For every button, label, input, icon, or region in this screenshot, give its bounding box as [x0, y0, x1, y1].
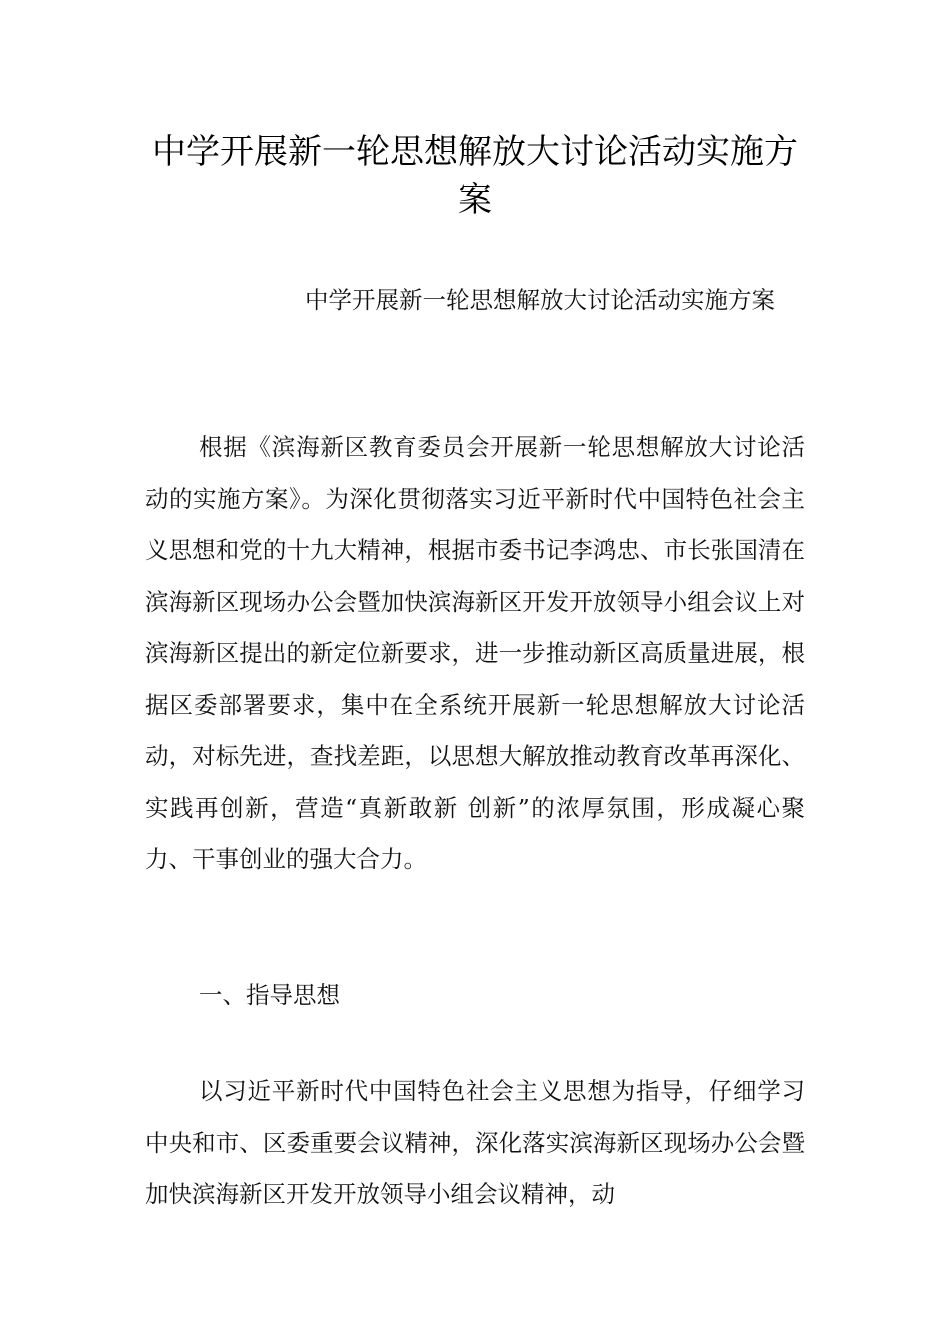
guiding-ideology-paragraph: 以习近平新时代中国特色社会主义思想为指导，仔细学习中央和市、区委重要会议精神，深化落实滨海新区现场办公会暨加快滨海新区开发开放领导小组会议精神，动	[145, 1077, 805, 1208]
section-heading-guiding-ideology: 一、指导思想	[199, 981, 340, 1009]
subtitle-paragraph: 中学开展新一轮思想解放大讨论活动实施方案	[305, 286, 775, 314]
intro-paragraph: 根据《滨海新区教育委员会开展新一轮思想解放大讨论活动的实施方案》。为深化贯彻落实习近平新时代中国特色社会主义思想和党的十九大精神，根据市委书记李鸿忠、市长张国清在滨海新区现场办公会暨加快滨海新区开发开放领导小组会议上对滨海新区提出的新定位新要求，进一步推动新区高质量进展，根据区委部署要求，集中在全系统开展新一轮思想解放大讨论活动，对标先进，查找差距，以思想大解放推动教育改革再深化、实践再创新，营造“真新敢新 创新”的浓厚氛围，形成凝心聚力、干事创业的强大合力。	[145, 433, 805, 873]
document-title: 中学开展新一轮思想解放大讨论活动实施方案	[152, 132, 798, 220]
